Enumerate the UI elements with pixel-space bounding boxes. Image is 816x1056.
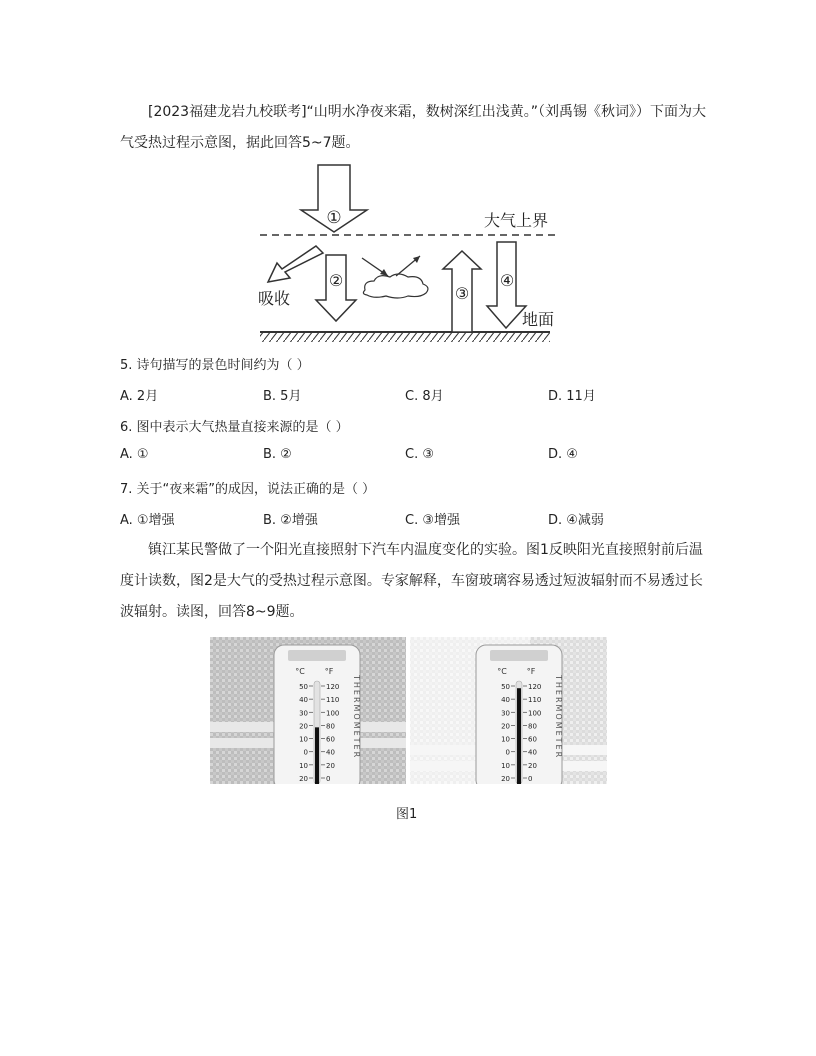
celsius-unit-after: °C	[497, 667, 507, 676]
q5-option-a: A. 2月	[120, 389, 159, 404]
fahrenheit-tick-label-before: 60	[326, 735, 335, 744]
fahrenheit-tick-label-before: 80	[326, 722, 335, 731]
fahrenheit-tick-label-after: 60	[528, 735, 537, 744]
fahrenheit-tick-label-after: 100	[528, 709, 542, 718]
question-7-stem: 7. 关于“夜来霜”的成因，说法正确的是（ ）	[120, 482, 376, 497]
celsius-tick-label-after: 20	[501, 775, 510, 783]
celsius-tick-label-after: 20	[501, 722, 510, 731]
fahrenheit-tick-label-before: 0	[326, 775, 331, 783]
arrow-4-label: ④	[499, 271, 515, 290]
question-6-options	[120, 447, 680, 465]
fahrenheit-tick-label-before: 100	[326, 709, 340, 718]
celsius-tick-label-before: 10	[299, 735, 308, 744]
celsius-unit-before: °C	[295, 667, 305, 676]
figure-1-thermometer-photos	[210, 637, 607, 784]
fahrenheit-unit-before: °F	[324, 667, 334, 676]
thermometer-brand-text-before: THERMOMETER	[352, 675, 361, 760]
thermometer-liquid-before	[315, 727, 319, 784]
celsius-tick-label-before: 50	[299, 683, 308, 691]
incoming-ray-head	[380, 269, 388, 276]
absorb-arrow	[268, 246, 323, 282]
question-5-stem: 5. 诗句描写的景色时间约为（ ）	[120, 358, 310, 373]
question-5-options	[120, 385, 680, 403]
celsius-tick-label-after: 10	[501, 735, 510, 744]
celsius-tick-label-after: 0	[505, 748, 510, 757]
thermometer-label-plate-after	[490, 650, 548, 661]
fahrenheit-tick-label-after: 20	[528, 761, 537, 770]
photo-after-sunlight	[410, 637, 607, 784]
fahrenheit-tick-label-after: 40	[528, 748, 537, 757]
celsius-tick-label-before: 40	[299, 696, 308, 705]
q5-option-b: B. 5月	[263, 389, 302, 404]
question-6-stem: 6. 图中表示大气热量直接来源的是（ ）	[120, 420, 349, 435]
q6-option-a: A. ①	[120, 447, 149, 462]
ground-label: 地面	[522, 310, 555, 329]
passage-2-text: 镇江某民警做了一个阳光直接照射下汽车内温度变化的实验。图1反映阳光直接照射前后温度计读数，图2是大气的受热过程示意图。专家解释，车窗玻璃容易透过短波辐射而不易透过长波辐射。读图，回答8~9题。	[120, 542, 703, 620]
celsius-tick-label-before: 10	[299, 761, 308, 770]
celsius-tick-label-before: 30	[299, 709, 308, 718]
celsius-tick-label-before: 0	[303, 748, 308, 757]
atmosphere-top-label: 大气上界	[484, 211, 549, 230]
fahrenheit-tick-label-after: 110	[528, 696, 542, 705]
q7-option-b: B. ②增强	[263, 513, 318, 528]
fahrenheit-tick-label-after: 0	[528, 775, 533, 783]
q5-option-d: D. 11月	[548, 389, 596, 404]
figure-1-caption: 图1	[396, 807, 418, 822]
q7-option-d: D. ④减弱	[548, 513, 604, 528]
reflected-ray-head	[413, 256, 420, 263]
q6-option-c: C. ③	[405, 447, 434, 462]
arrow-2-label: ②	[328, 271, 344, 290]
thermometer-brand-text-after: THERMOMETER	[554, 675, 563, 760]
intro-text: [2023福建龙岩九校联考]“山明水净夜来霜，数树深红出浅黄。”（刘禹锡《秋词》）下面为大气受热过程示意图，据此回答5~7题。	[120, 104, 707, 151]
thermometer-liquid-after	[517, 688, 521, 784]
fahrenheit-tick-label-before: 120	[326, 683, 340, 691]
celsius-tick-label-after: 50	[501, 683, 510, 691]
celsius-tick-label-after: 10	[501, 761, 510, 770]
q7-option-c: C. ③增强	[405, 513, 460, 528]
cloud-icon	[363, 274, 428, 298]
q6-option-b: B. ②	[263, 447, 292, 462]
atmosphere-heating-diagram	[250, 160, 560, 345]
celsius-tick-label-after: 30	[501, 709, 510, 718]
q5-option-c: C. 8月	[405, 389, 444, 404]
absorb-label: 吸收	[258, 289, 291, 308]
fahrenheit-tick-label-after: 120	[528, 683, 542, 691]
photo-before-sunlight	[210, 637, 406, 784]
ground-hatch	[260, 333, 550, 342]
fahrenheit-tick-label-before: 20	[326, 761, 335, 770]
arrow-3-label: ③	[454, 284, 470, 303]
celsius-tick-label-before: 20	[299, 722, 308, 731]
question-7-options	[120, 509, 680, 527]
q6-option-d: D. ④	[548, 447, 578, 462]
arrow-1-label: ①	[326, 208, 342, 228]
fahrenheit-tick-label-before: 40	[326, 748, 335, 757]
fahrenheit-tick-label-after: 80	[528, 722, 537, 731]
q7-option-a: A. ①增强	[120, 513, 175, 528]
thermometer-label-plate-before	[288, 650, 346, 661]
celsius-tick-label-before: 20	[299, 775, 308, 783]
fahrenheit-unit-after: °F	[526, 667, 536, 676]
fahrenheit-tick-label-before: 110	[326, 696, 340, 705]
celsius-tick-label-after: 40	[501, 696, 510, 705]
